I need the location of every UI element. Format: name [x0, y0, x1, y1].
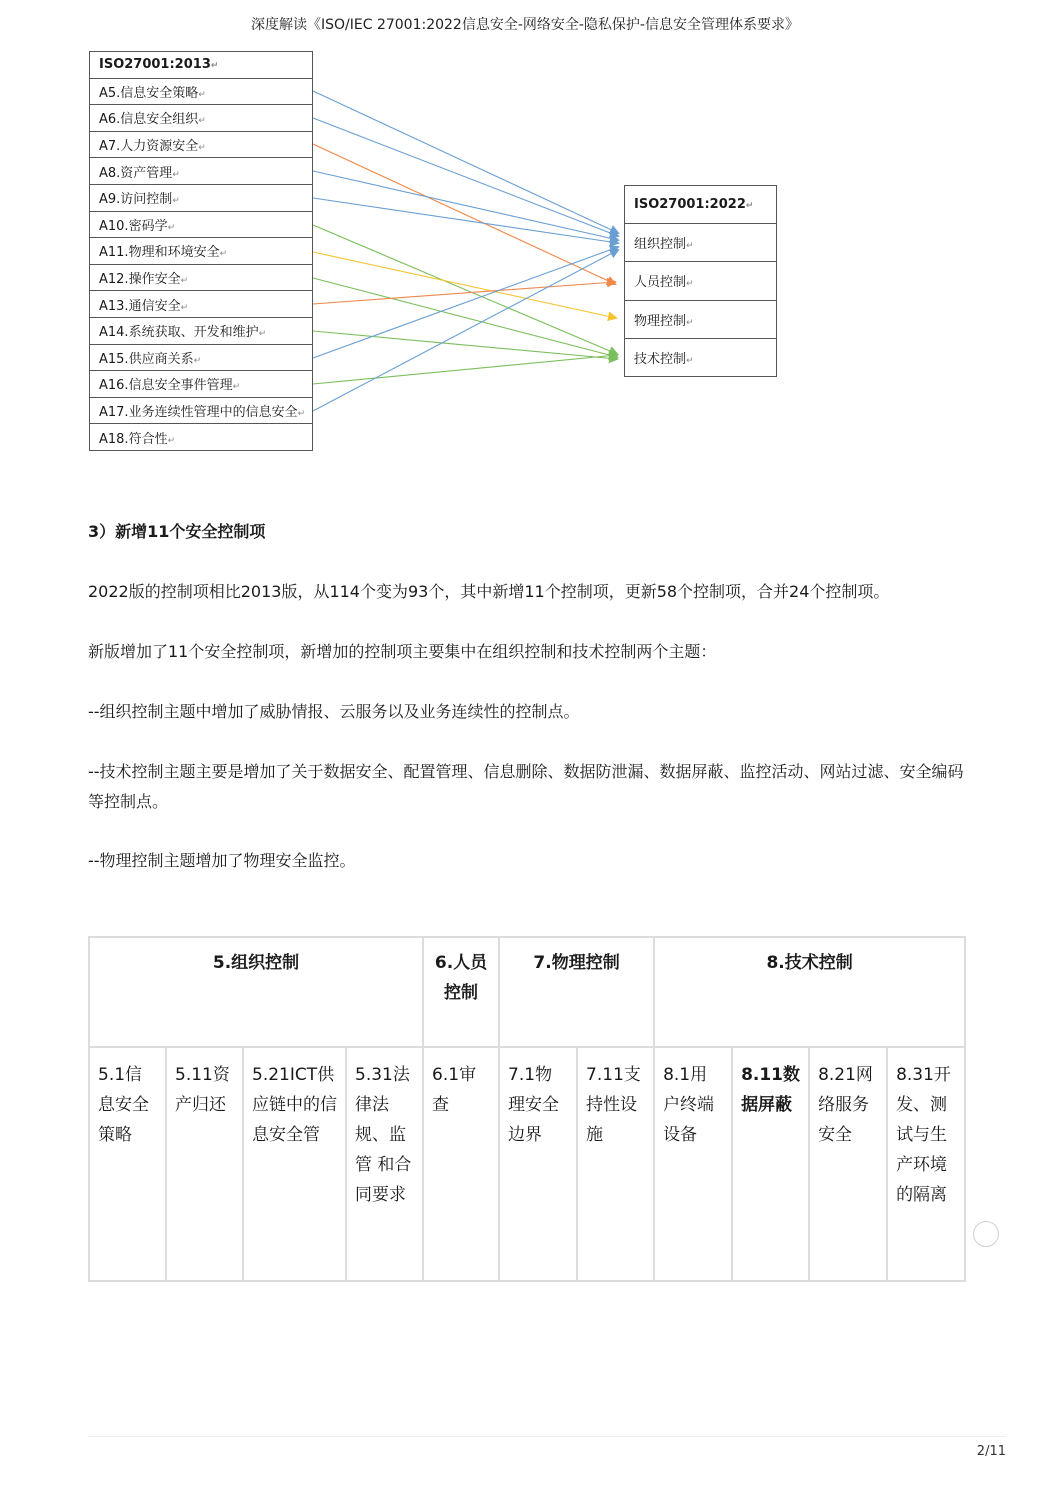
- paragraph-mark: ↵: [210, 61, 219, 72]
- arrow-a10-tech: [313, 225, 617, 354]
- paragraph-3: --组织控制主题中增加了威胁情报、云服务以及业务连续性的控制点。: [88, 702, 580, 721]
- iso2013-title: ISO27001:2013↵: [90, 52, 313, 79]
- control-cell: 5.11资产归还: [166, 1047, 243, 1281]
- paragraph-mark: ↵: [180, 302, 189, 313]
- control-cell: 5.31法律法规、监管 和合同要求: [346, 1047, 423, 1281]
- paragraph-mark: ↵: [686, 355, 694, 366]
- paragraph-mark: ↵: [686, 279, 694, 290]
- arrow-a5-org: [313, 91, 618, 233]
- arrow-a11-physical: [313, 252, 616, 318]
- iso2013-row: A17.业务连续性管理中的信息安全↵: [90, 397, 313, 424]
- paragraph-mark: ↵: [180, 276, 189, 287]
- iso2022-row-people: 人员控制↵: [625, 262, 777, 300]
- paragraph-mark: ↵: [686, 241, 694, 252]
- control-cell: 5.21ICT供应链中的信息安全管: [243, 1047, 346, 1281]
- document-header: 深度解读《ISO/IEC 27001:2022信息安全-网络安全-隐私保护-信息安全管理体系要求》: [251, 17, 799, 33]
- arrow-a16-tech: [313, 355, 617, 384]
- paragraph-mark: ↵: [232, 382, 241, 393]
- iso2013-row: A10.密码学↵: [90, 211, 313, 238]
- paragraph-1: 2022版的控制项相比2013版，从114个变为93个，其中新增11个控制项，更新58个控制项，合并24个控制项。: [88, 582, 890, 601]
- control-cell: 8.21网络服务安全: [809, 1047, 887, 1281]
- control-cell: 8.1用户终端设备: [654, 1047, 732, 1281]
- header-org-control: 5.组织控制: [89, 937, 423, 1047]
- paragraph-2: 新版增加了11个安全控制项，新增加的控制项主要集中在组织控制和技术控制两个主题：: [88, 642, 717, 661]
- paragraph-5: --物理控制主题增加了物理安全监控。: [88, 851, 356, 870]
- paragraph-mark: ↵: [198, 143, 206, 154]
- arrow-a13-people: [313, 282, 615, 304]
- paragraph-mark: ↵: [745, 201, 754, 212]
- iso2013-table: [89, 51, 313, 451]
- paragraph-mark: ↵: [198, 89, 206, 100]
- paragraph-mark: ↵: [258, 329, 267, 340]
- paragraph-mark: ↵: [686, 317, 694, 328]
- control-cell: 7.11支持性设施: [577, 1047, 654, 1281]
- iso2022-table: [624, 185, 777, 377]
- iso2013-row: A8.资产管理↵: [90, 158, 313, 185]
- arrow-a6-org: [313, 118, 618, 236]
- paragraph-mark: ↵: [167, 435, 176, 446]
- arrow-a8-org: [313, 171, 618, 240]
- control-cell: 8.11数据屏蔽: [732, 1047, 809, 1281]
- paragraph-mark: ↵: [219, 249, 228, 260]
- iso2013-row: A13.通信安全↵: [90, 291, 313, 318]
- control-cell: 7.1物理安全边界: [499, 1047, 577, 1281]
- control-cell: 6.1审查: [423, 1047, 499, 1281]
- section-heading: 3）新增11个安全控制项: [88, 522, 266, 541]
- iso2013-row: A9.访问控制↵: [90, 184, 313, 211]
- new-controls-table: [88, 936, 966, 1282]
- control-cell: 5.1信息安全策略: [89, 1047, 166, 1281]
- iso2013-row: A18.符合性↵: [90, 424, 313, 451]
- iso2022-row-physical: 物理控制↵: [625, 300, 777, 338]
- iso2013-row: A15.供应商关系↵: [90, 344, 313, 371]
- arrow-a15-org: [313, 247, 618, 358]
- iso2013-row: A16.信息安全事件管理↵: [90, 371, 313, 398]
- iso2022-row-tech: 技术控制↵: [625, 338, 777, 376]
- paragraph-mark: ↵: [172, 196, 180, 207]
- arrow-a14-tech: [313, 331, 617, 359]
- iso2022-row-org: 组织控制↵: [625, 224, 777, 262]
- iso2013-row: A7.人力资源安全↵: [90, 131, 313, 158]
- iso2013-row: A12.操作安全↵: [90, 264, 313, 291]
- iso2013-row: A11.物理和环境安全↵: [90, 238, 313, 265]
- iso2013-row: A6.信息安全组织↵: [90, 105, 313, 132]
- iso2013-row: A5.信息安全策略↵: [90, 78, 313, 105]
- control-cell: 8.31开发、测试与生产环境的隔离: [887, 1047, 965, 1281]
- header-tech-control: 8.技术控制: [654, 937, 965, 1047]
- paragraph-mark: ↵: [167, 222, 176, 233]
- paragraph-mark: ↵: [172, 169, 180, 180]
- paragraph-4: --技术控制主题主要是增加了关于数据安全、配置管理、信息删除、数据防泄漏、数据屏蔽、监控活动、网站过滤、安全编码等控制点。: [88, 762, 964, 811]
- arrow-a9-org: [313, 198, 618, 243]
- iso2013-row: A14.系统获取、开发和维护↵: [90, 317, 313, 344]
- arrow-a12-tech: [313, 278, 617, 357]
- paragraph-mark: ↵: [297, 409, 306, 420]
- page-number: 2/11: [976, 1444, 1006, 1459]
- arrow-a17-org: [313, 250, 618, 411]
- footer-divider: [88, 1436, 1006, 1437]
- paragraph-mark: ↵: [193, 355, 202, 366]
- header-people-control: 6.人员控制: [423, 937, 499, 1047]
- arrow-a7-people: [313, 144, 615, 284]
- paragraph-mark: ↵: [198, 116, 206, 127]
- iso2022-title: ISO27001:2022↵: [625, 186, 777, 224]
- header-physical-control: 7.物理控制: [499, 937, 654, 1047]
- circle-button[interactable]: [973, 1221, 999, 1247]
